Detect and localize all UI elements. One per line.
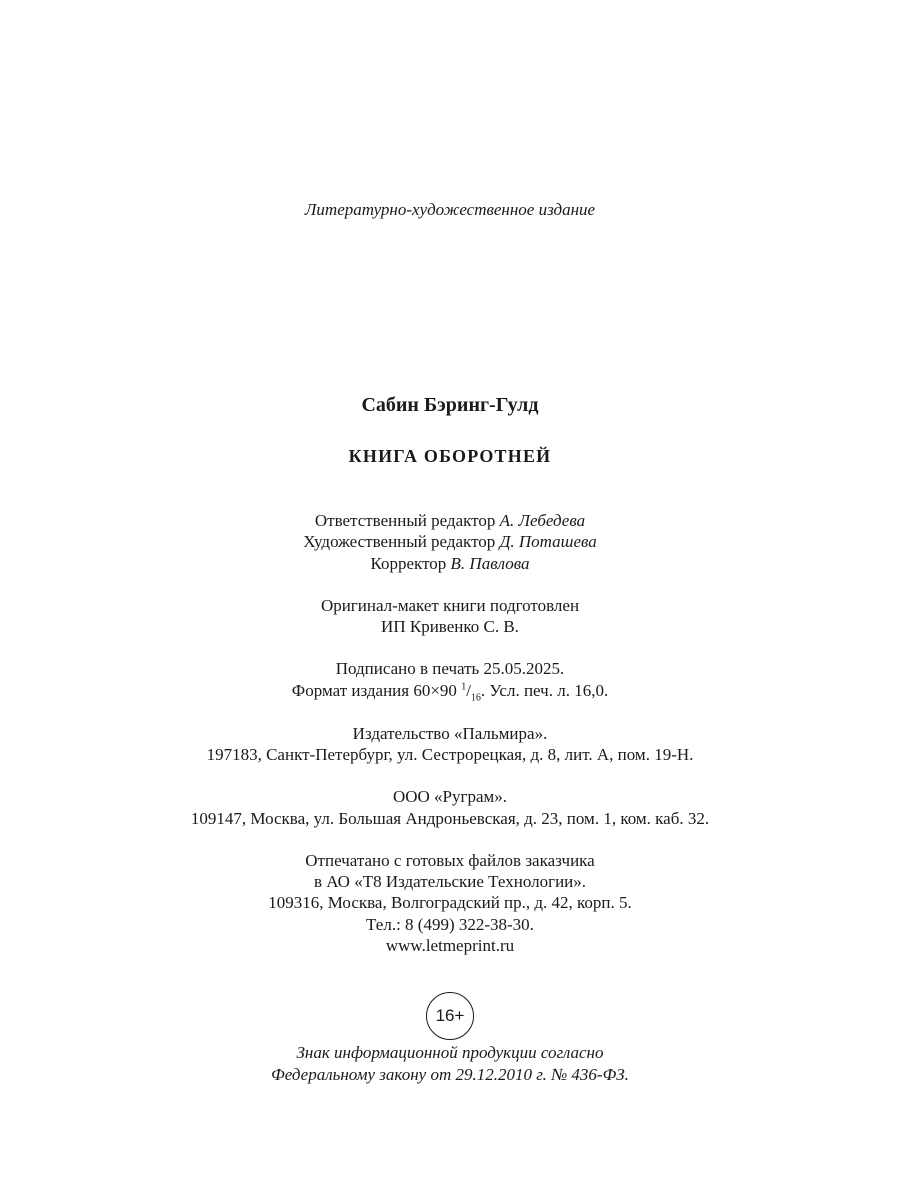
credit-line: [0, 531, 900, 553]
printer-line: Тел.: 8 (499) 322-38-30.: [366, 915, 534, 934]
format-suffix: . Усл. печ. л. 16,0.: [480, 681, 609, 700]
layout-line: ИП Кривенко С. В.: [381, 617, 519, 636]
age-note-line: Знак информационной продукции согласно: [296, 1043, 604, 1062]
credit-line: [0, 553, 900, 575]
format-denominator: 16: [470, 692, 481, 704]
credit-role: Художественный редактор: [303, 532, 496, 551]
format-prefix: Формат издания 60×90: [291, 681, 462, 700]
book-title: КНИГА ОБОРОТНЕЙ: [348, 446, 552, 466]
printer-line: Отпечатано с готовых файлов заказчика: [305, 851, 595, 870]
distributor-line: ООО «Руграм».: [392, 787, 508, 806]
credit-name: Д. Поташева: [499, 532, 597, 551]
credit-name: В. Павлова: [450, 554, 530, 573]
printer-line: 109316, Москва, Волгоградский пр., д. 42, корп. 5.: [268, 893, 632, 912]
credit-role: Ответственный редактор: [314, 511, 496, 530]
book-author: Сабин Бэринг-Гулд: [361, 394, 539, 416]
format-numerator: 1: [461, 681, 467, 693]
age-rating-badge: 16+: [426, 992, 474, 1040]
credit-name: А. Лебедева: [499, 511, 586, 530]
signed-date: Подписано в печать 25.05.2025.: [335, 659, 565, 678]
publisher-line: 197183, Санкт-Петербург, ул. Сестрорецкая, д. 8, лит. А, пом. 19-Н.: [206, 745, 694, 764]
format-line: Формат издания 60×90 $^1/_{16}$. Усл. печ. л. 16,0.: [291, 681, 609, 704]
credit-role: Корректор: [370, 554, 447, 573]
printer-website: www.letmeprint.ru: [385, 936, 515, 955]
distributor-line: 109147, Москва, ул. Большая Андроньевская, д. 23, пом. 1, ком. каб. 32.: [190, 809, 710, 828]
layout-line: Оригинал-макет книги подготовлен: [320, 596, 580, 615]
printer-line: в АО «Т8 Издательские Технологии».: [313, 872, 587, 891]
publisher-line: Издательство «Пальмира».: [352, 724, 548, 743]
credit-line: [0, 510, 900, 532]
age-note-line: Федеральному закону от 29.12.2010 г. № 436-ФЗ.: [271, 1065, 629, 1084]
edition-type: Литературно-художественное издание: [304, 200, 596, 219]
